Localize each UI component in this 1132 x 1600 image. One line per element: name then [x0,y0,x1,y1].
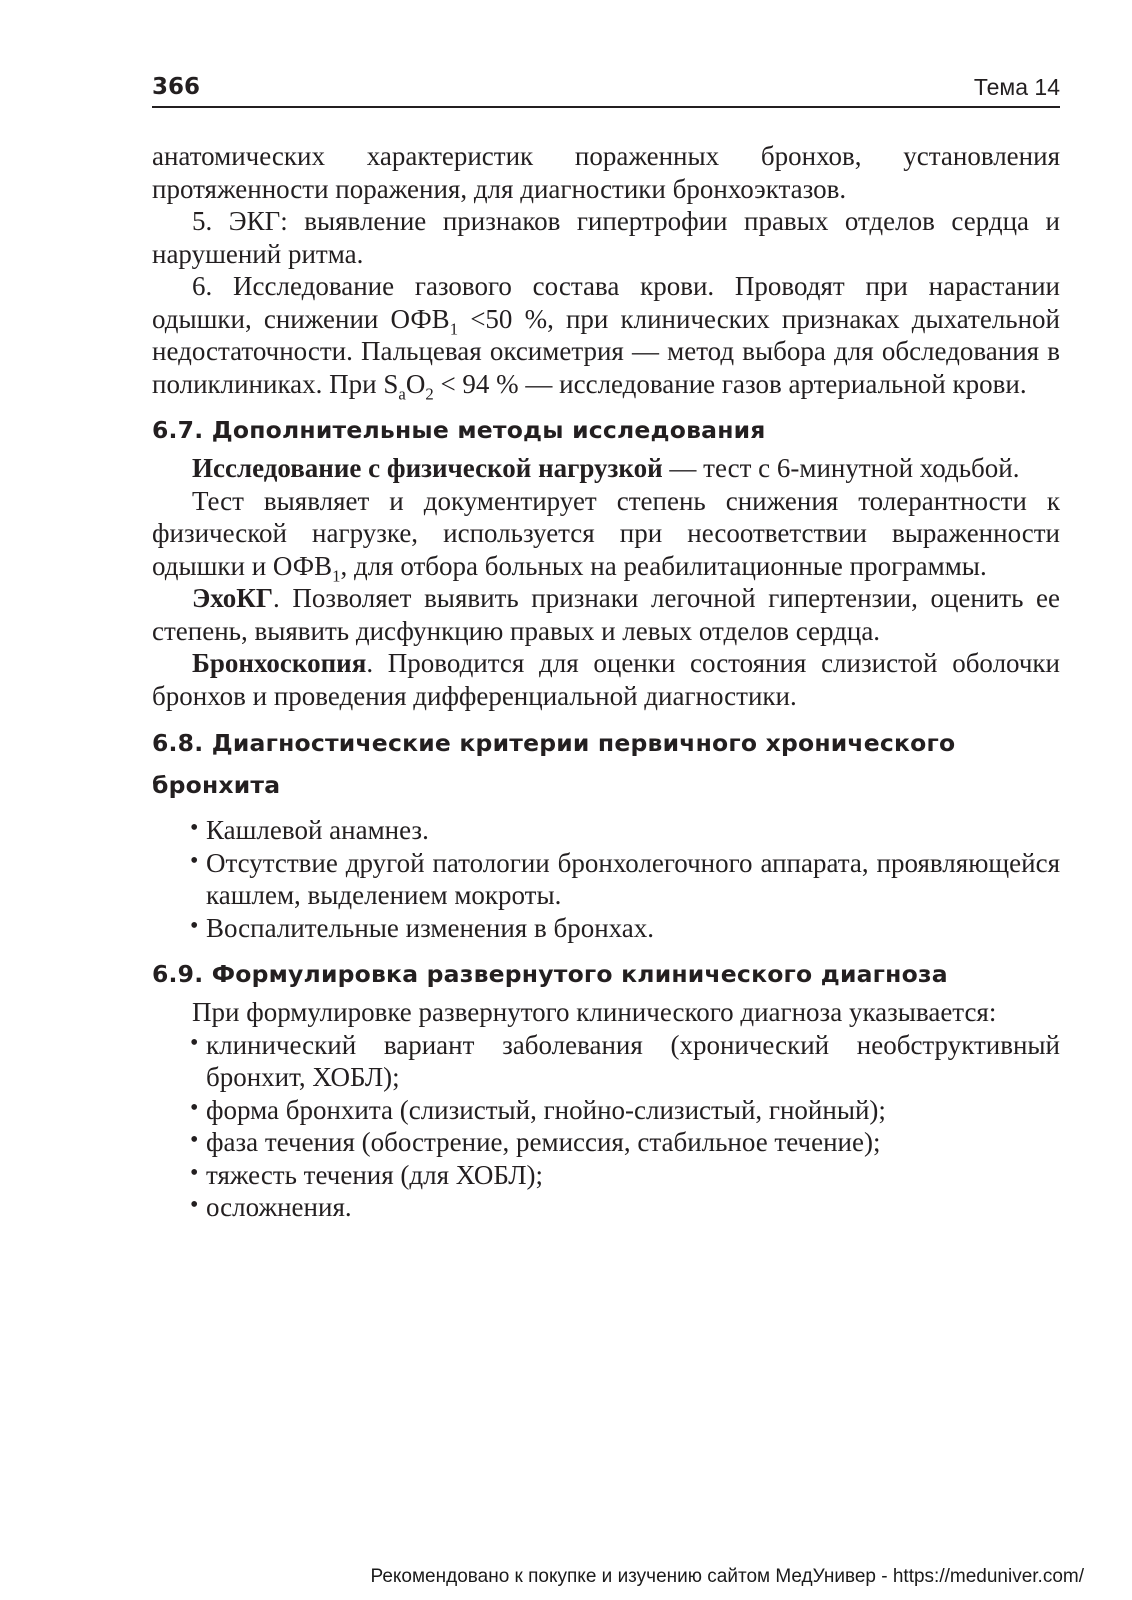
main-text [152,140,1060,1224]
footer-recommendation: Рекомендовано к покупке и изучению сайтом МедУнивер - https://meduniver.com/ [370,1566,1084,1587]
list-item: • Отсутствие другой патологии бронхолегочного аппарата, проявляющейся кашлем, выделением мокроты. [190,847,1060,912]
paragraph-blood-gas: 6. Исследование газового состава крови. Проводят при нарастании одышки, снижении $ОФВ_1 <50$ %, при клинических признаках дыхательной недостаточности. Пальцевая оксиметрия — метод выбора для обследования в поликлиниках. При $S_aO_2 < 94$ % — исследование газов артериальной крови. [152,271,1060,403]
paragraph-exercise-test: Исследование с физической нагрузкой — тест с 6-минутной ходьбой. [192,453,1020,483]
topic-label: Тема 14 [973,74,1060,100]
paragraph-diagnosis-intro: При формулировке развернутого клинического диагноза указывается: [192,997,997,1027]
list-item: • форма бронхита (слизистый, гнойно-слизистый, гнойный); [190,1094,1060,1127]
section-heading-6-7: 6.7. Дополнительные методы исследования [152,416,766,444]
section-heading-6-8: 6.8. Диагностические критерии первичного хронического бронхита [152,729,956,799]
paragraph-continued: анатомических характеристик пораженных бронхов, установления протяженности поражения, для диагностики бронхоэктазов. [152,141,1060,204]
paragraph-ecg: 5. ЭКГ: выявление признаков гипертрофии правых отделов сердца и нарушений ритма. [152,206,1060,269]
list-item: • фаза течения (обострение, ремиссия, стабильное течение); [190,1126,1060,1159]
paragraph-test-description: Тест выявляет и документирует степень снижения толерантности к физической нагрузке, используется при несоответствии выраженности одышки и $ОФВ_1$, для отбора больных на реабилитационные программы. [152,485,1060,585]
diagnosis-list [152,1029,1060,1224]
list-item: • осложнения. [190,1191,1060,1224]
list-item: • Воспалительные изменения в бронхах. [190,912,1060,945]
paragraph-bronchoscopy: Бронхоскопия. Проводится для оценки состояния слизистой оболочки бронхов и проведения дифференциальной диагностики. [152,648,1060,711]
section-heading-6-9: 6.9. Формулировка развернутого клинического диагноза [152,960,948,988]
paragraph-echocg: ЭхоКГ. Позволяет выявить признаки легочной гипертензии, оценить ее степень, выявить дисфункцию правых и левых отделов сердца. [152,583,1060,646]
criteria-list [152,814,1060,944]
list-item: • клинический вариант заболевания (хронический необструктивный бронхит, ХОБЛ); [190,1029,1060,1094]
page-number: 366 [152,74,201,100]
running-header [152,72,1060,108]
list-item: • Кашлевой анамнез. [190,814,1060,847]
list-item: • тяжесть течения (для ХОБЛ); [190,1159,1060,1192]
